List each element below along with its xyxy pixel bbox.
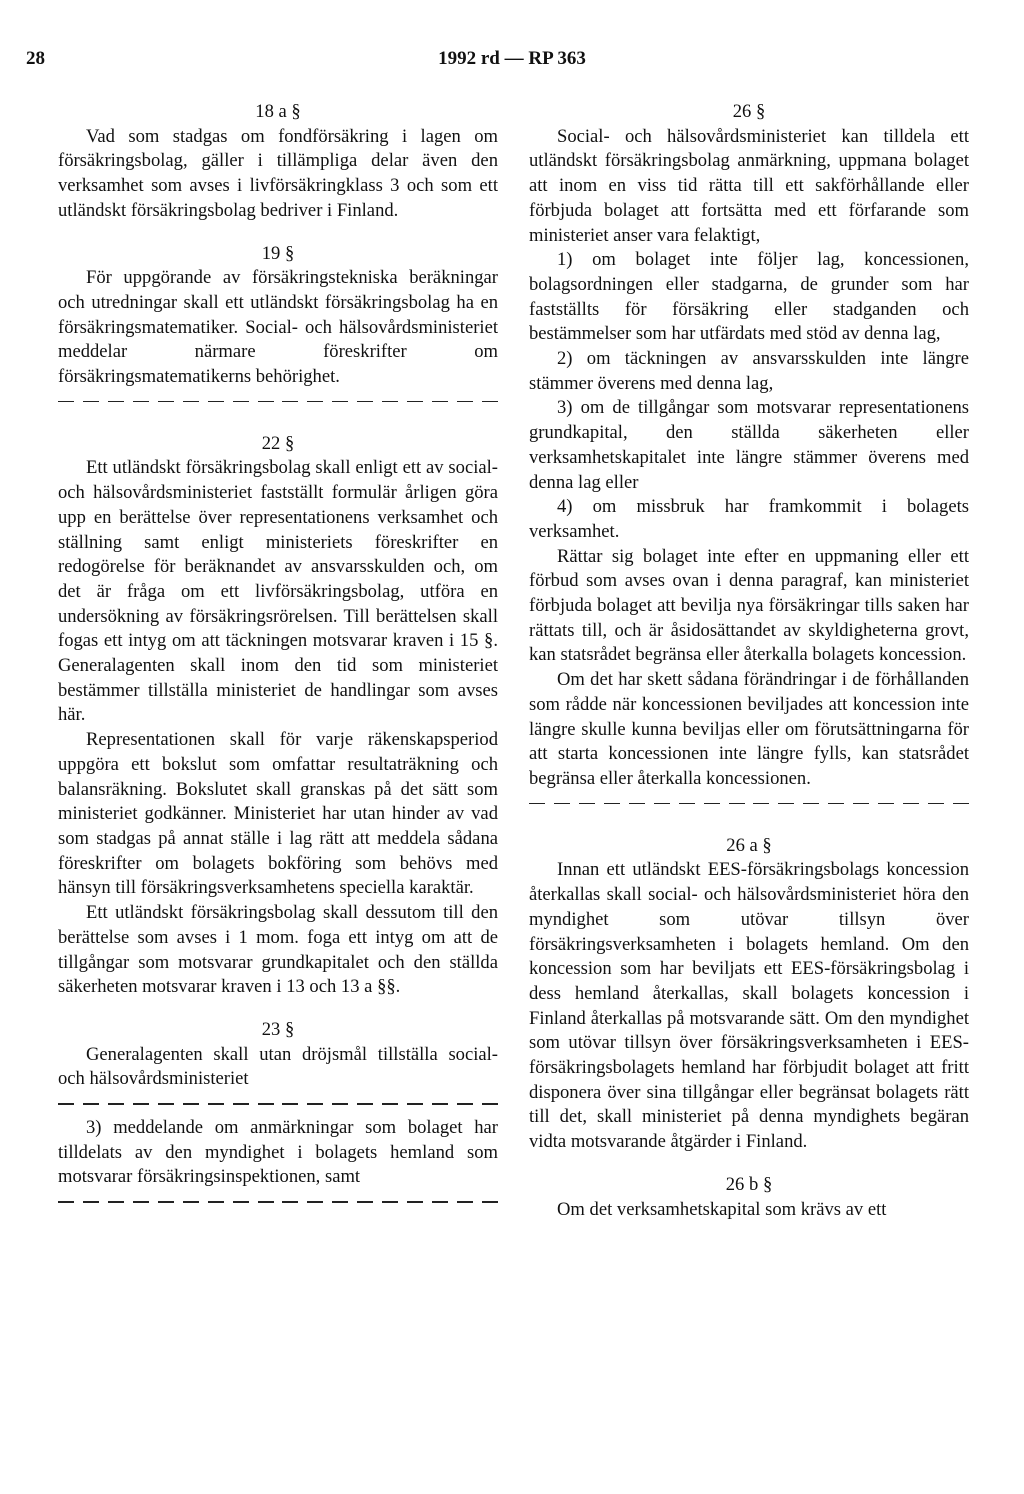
- section-23-paragraph-1: Generalagenten skall utan dröjsmål tillställa social- och hälsovårdsministeriet: [58, 1043, 498, 1090]
- section-26-paragraph-1: Social- och hälsovårdsministeriet kan tilldela ett utländskt försäkringsbolag anmärkning, uppmana bolaget att inom en viss tid rätta till ett sakförhållande eller förbjuda bolaget att fortsätta med ett förfarande som ministeriet anser vara felaktigt,: [529, 125, 969, 246]
- section-26a-text: Innan ett utländskt EES-försäkringsbolags koncession återkallas skall social- och hälsovårdsministeriet höra den myndighet som utövar tillsyn över försäkringsverksamheten i bolagets hemland. Om den koncession som har beviljats ett EES-försäkringsbolag i dess hemland återkallas, skall bolagets koncession i Finland återkallas på motsvarande sätt. Om den myndighet som utövar tillsyn över försäkringsverksamheten i EES-försäkringsbolagets hemland har förbjudit bolaget att fritt disponera över sina tillgångar eller begränsat bolagets rätt till det, skall ministeriet på denna myndighets begäran vidta motsvarande åtgärder i Finland.: [529, 859, 969, 1153]
- section-heading-26: 26 §: [732, 101, 766, 122]
- section-22-paragraph-3: Ett utländskt försäkringsbolag skall dessutom till den berättelse som avses i 1 mom. foga ett intyg om att de tillgångar som motsvarar grundkapitalet och den ställda säkerheten motsvarar kraven i 13 och 13 a §§.: [58, 902, 498, 998]
- page-header: [0, 48, 1024, 78]
- section-heading-22: 22 §: [261, 432, 295, 454]
- section-heading-19: 19 §: [261, 242, 295, 264]
- right-column: [529, 100, 969, 1222]
- section-26-item-1: 1) om bolaget inte följer lag, koncessionen, bolagsordningen eller stadgarna, de grunder som har fastställts för försäkring eller stadganden och bestämmelser som har utfärdats med stöd av denna lag,: [529, 249, 969, 345]
- omission-dashes: [58, 1190, 498, 1214]
- section-26-item-3: 3) om de tillgångar som motsvarar representationens grundkapital, den ställda säkerheten eller verksamhetskapitalet inte längre stämmer överens med denna lag eller: [529, 397, 969, 493]
- section-26-paragraph-2: Rättar sig bolaget inte efter en uppmaning eller ett förbud som avses ovan i denna paragraf, kan ministeriet förbjuda bolaget att bevilja nya försäkringar tills saken har rättats till, och är åsidosättandet av skyldigheterna grovt, kan statsrådet begränsa eller återkalla bolagets koncession.: [529, 545, 969, 666]
- section-18a-text: Vad som stadgas om fondförsäkring i lagen om försäkringsbolag, gäller i tillämpliga delar även den verksamhet som avses i livförsäkringklass 3 och som ett utländskt försäkringsbolag bedriver i Finland.: [58, 125, 498, 221]
- section-heading-26a: 26 a §: [726, 834, 772, 856]
- running-title: 1992 rd — RP 363: [438, 48, 586, 69]
- section-26b-text: Om det verksamhetskapital som krävs av ett: [557, 1198, 887, 1220]
- section-22-paragraph-2: Representationen skall för varje räkenskapsperiod uppgöra ett bokslut som omfattar resultaträkning och balansräkning. Bokslutet skall granskas på det sätt som ministeriet godkänner. Ministeriet har utan hinder av vad som stadgas på annat ställe i lag rätt att meddela sådana föreskrifter om bolagets bokföring som behövs med hänsyn till försäkringsverksamhetens speciella karaktär.: [58, 729, 498, 899]
- section-26-paragraph-3: Om det har skett sådana förändringar i de förhållanden som rådde när koncessionen beviljades att koncession inte längre skulle kunna beviljas eller om förutsättningarna för att starta koncessionen inte längre fylls, kan statsrådet begränsa eller återkalla koncessionen.: [529, 669, 969, 789]
- section-heading-23: 23 §: [261, 1018, 295, 1040]
- section-heading-18a: 18 a §: [255, 101, 301, 122]
- left-column: [58, 100, 498, 1214]
- page-number: 28: [26, 48, 45, 69]
- section-23-item-3: 3) meddelande om anmärkningar som bolaget har tilldelats av den myndighet i bolagets hemland som motsvarar försäkringsinspektionen, samt: [58, 1117, 498, 1188]
- section-19-text: För uppgörande av försäkringstekniska beräkningar och utredningar skall ett utländskt försäkringsbolag ha en försäkringsmatematiker. Social- och hälsovårdsministeriet meddelar närmare föreskrifter om försäkringsmatematikerns behörighet.: [58, 267, 498, 388]
- omission-dashes: [58, 1092, 498, 1116]
- section-heading-26b: 26 b §: [725, 1173, 773, 1195]
- omission-dashes: [529, 792, 969, 816]
- section-22-paragraph-1: Ett utländskt försäkringsbolag skall enligt ett av social- och hälsovårdsministeriet fastställt formulär årligen göra upp en berättelse över representationens verksamhet och ställning samt enligt ministeriets föreskrifter en redogörelse för beräknandet av ansvarsskulden och, om det är fråga om ett livförsäkringsbolag, utföra en undersökning av försäkringsrörelsen. Till berättelsen skall fogas ett intyg om att täckningen motsvarar kraven i 15 §. Generalagenten skall inom den tid som ministeriet bestämmer tillställa ministeriet de handlingar som avses här.: [58, 457, 498, 726]
- section-26-item-2: 2) om täckningen av ansvarsskulden inte längre stämmer överens med denna lag,: [529, 348, 969, 394]
- section-26-item-4: 4) om missbruk har framkommit i bolagets verksamhet.: [529, 496, 969, 542]
- omission-dashes: [58, 390, 498, 414]
